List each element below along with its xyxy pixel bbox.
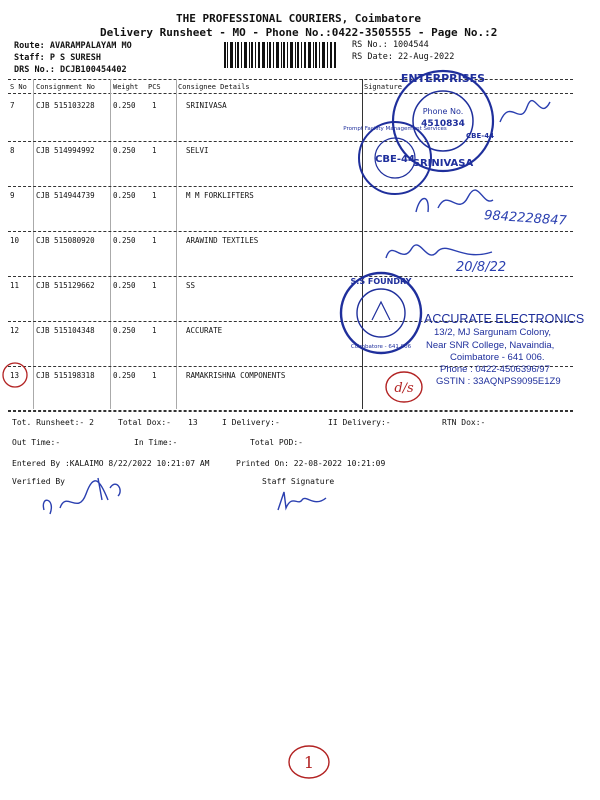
row-pcs: 1	[152, 281, 157, 290]
row-pcs: 1	[152, 191, 157, 200]
first-delivery: I Delivery:-	[222, 418, 280, 427]
ds-note-text: d/s	[394, 381, 414, 396]
entered-by: Entered By :KALAIMO 8/22/2022 10:21:07 AM	[12, 459, 210, 468]
row-weight: 0.250	[113, 371, 136, 380]
accurate-phone: Phone : 0422-4506396/97	[440, 364, 550, 375]
row-consignment: CJB 515103228	[36, 101, 95, 110]
drs-number: DRS No.: DCJB100454402	[14, 65, 127, 75]
col-consignee: Consignee Details	[178, 83, 250, 91]
verifier-signature	[38, 470, 128, 525]
row-sno: 11	[10, 281, 20, 290]
row-consignment: CJB 514944739	[36, 191, 95, 200]
route-label: Route: AVARAMPALAYAM MO	[14, 41, 132, 51]
total-dox-label: Total Dox:-	[118, 418, 171, 427]
row-consignment: CJB 515080920	[36, 236, 95, 245]
handwritten-phone: 9842228847	[483, 208, 568, 229]
row-pcs: 1	[152, 101, 157, 110]
row-consignee: SRINIVASA	[186, 101, 227, 110]
row-consignment: CJB 515104348	[36, 326, 95, 335]
total-pod: Total POD:-	[250, 438, 303, 447]
handwritten-date: 20/8/22	[456, 260, 507, 275]
accurate-gstin: GSTIN : 33AQNPS9095E1Z9	[436, 376, 561, 387]
accurate-line1: 13/2, MJ Sargunam Colony,	[434, 327, 552, 338]
row-weight: 0.250	[113, 191, 136, 200]
row-sno: 12	[10, 326, 20, 335]
row-pcs: 1	[152, 146, 157, 155]
stamp-phone-label: Phone No.	[422, 107, 464, 116]
stamp-enterprises-code: CBE-44	[466, 132, 494, 140]
row-pcs: 1	[152, 326, 157, 335]
col-consignment: Consignment No	[36, 83, 96, 91]
staff-signature	[272, 486, 332, 516]
stamp-facility-code: CBE-44	[375, 154, 415, 165]
row-consignee: SELVI	[186, 146, 209, 155]
stamp-ss-bottom: Coimbatore - 641 006	[350, 344, 412, 350]
second-delivery: II Delivery:-	[328, 418, 391, 427]
row-consignee: SS	[186, 281, 196, 290]
printed-on: Printed On: 22-08-2022 10:21:09	[236, 459, 386, 468]
row-sno: 13	[10, 371, 20, 380]
col-signature: Signature	[364, 83, 402, 91]
rs-number: RS No.: 1004544	[352, 40, 429, 50]
barcode	[224, 42, 336, 68]
row-consignee: M M FORKLIFTERS	[186, 191, 254, 200]
row-consignee: RAMAKRISHNA COMPONENTS	[186, 371, 286, 380]
red-circle-mark	[0, 360, 32, 390]
col-weight: Weight	[113, 83, 139, 91]
row-weight: 0.250	[113, 101, 136, 110]
row-consignee: ARAWIND TEXTILES	[186, 236, 259, 245]
col-pcs: PCS	[148, 83, 161, 91]
stamp-phone-number: 4510834	[421, 119, 465, 129]
staff-label: Staff: P S SURESH	[14, 53, 101, 63]
stamp-facility-text: Prompt Facility Management Services	[343, 126, 447, 132]
company-title: THE PROFESSIONAL COURIERS, Coimbatore	[176, 12, 422, 25]
row-sno: 8	[10, 146, 15, 155]
row-consignee: ACCURATE	[186, 326, 223, 335]
accurate-line3: Coimbatore - 641 006.	[450, 352, 545, 363]
stamp-enterprises-bottom: SRINIVASA	[412, 158, 474, 169]
row-weight: 0.250	[113, 281, 136, 290]
row-sno: 9	[10, 191, 15, 200]
row-consignment: CJB 514994992	[36, 146, 95, 155]
signature-scribble	[495, 92, 555, 132]
row-consignment: CJB 515198318	[36, 371, 95, 380]
total-dox-value: 13	[188, 418, 198, 427]
row-pcs: 1	[152, 236, 157, 245]
row-sno: 10	[10, 236, 20, 245]
row-pcs: 1	[152, 371, 157, 380]
row-consignment: CJB 515129662	[36, 281, 95, 290]
row-weight: 0.250	[113, 236, 136, 245]
ss-foundry-stamp	[338, 270, 424, 356]
page-mark-circle	[285, 742, 333, 782]
stamp-ss-top: S.S FOUNDRY	[350, 277, 412, 286]
page-mark-text: 1	[303, 753, 315, 772]
row-weight: 0.250	[113, 326, 136, 335]
ds-circle-note	[382, 368, 426, 406]
tot-runsheet: Tot. Runsheet:- 2	[12, 418, 94, 427]
in-time: In Time:-	[134, 438, 178, 447]
rs-date: RS Date: 22-Aug-2022	[352, 52, 455, 62]
footer-rule	[8, 410, 573, 411]
accurate-line2: Near SNR College, Navaindia,	[426, 340, 555, 351]
row-weight: 0.250	[113, 146, 136, 155]
runsheet-subtitle: Delivery Runsheet - MO - Phone No.:0422-3505555 - Page No.:2	[100, 26, 498, 39]
rtn-dox: RTN Dox:-	[442, 418, 486, 427]
col-sno: S No	[10, 83, 27, 91]
row-sno: 7	[10, 101, 15, 110]
accurate-name: ACCURATE ELECTRONICS	[424, 312, 585, 326]
out-time: Out Time:-	[12, 438, 61, 447]
stamp-enterprises-top: ENTERPRISES	[400, 72, 486, 85]
staff-signature-label: Staff Signature	[262, 477, 335, 486]
verified-by: Verified By	[12, 477, 65, 486]
